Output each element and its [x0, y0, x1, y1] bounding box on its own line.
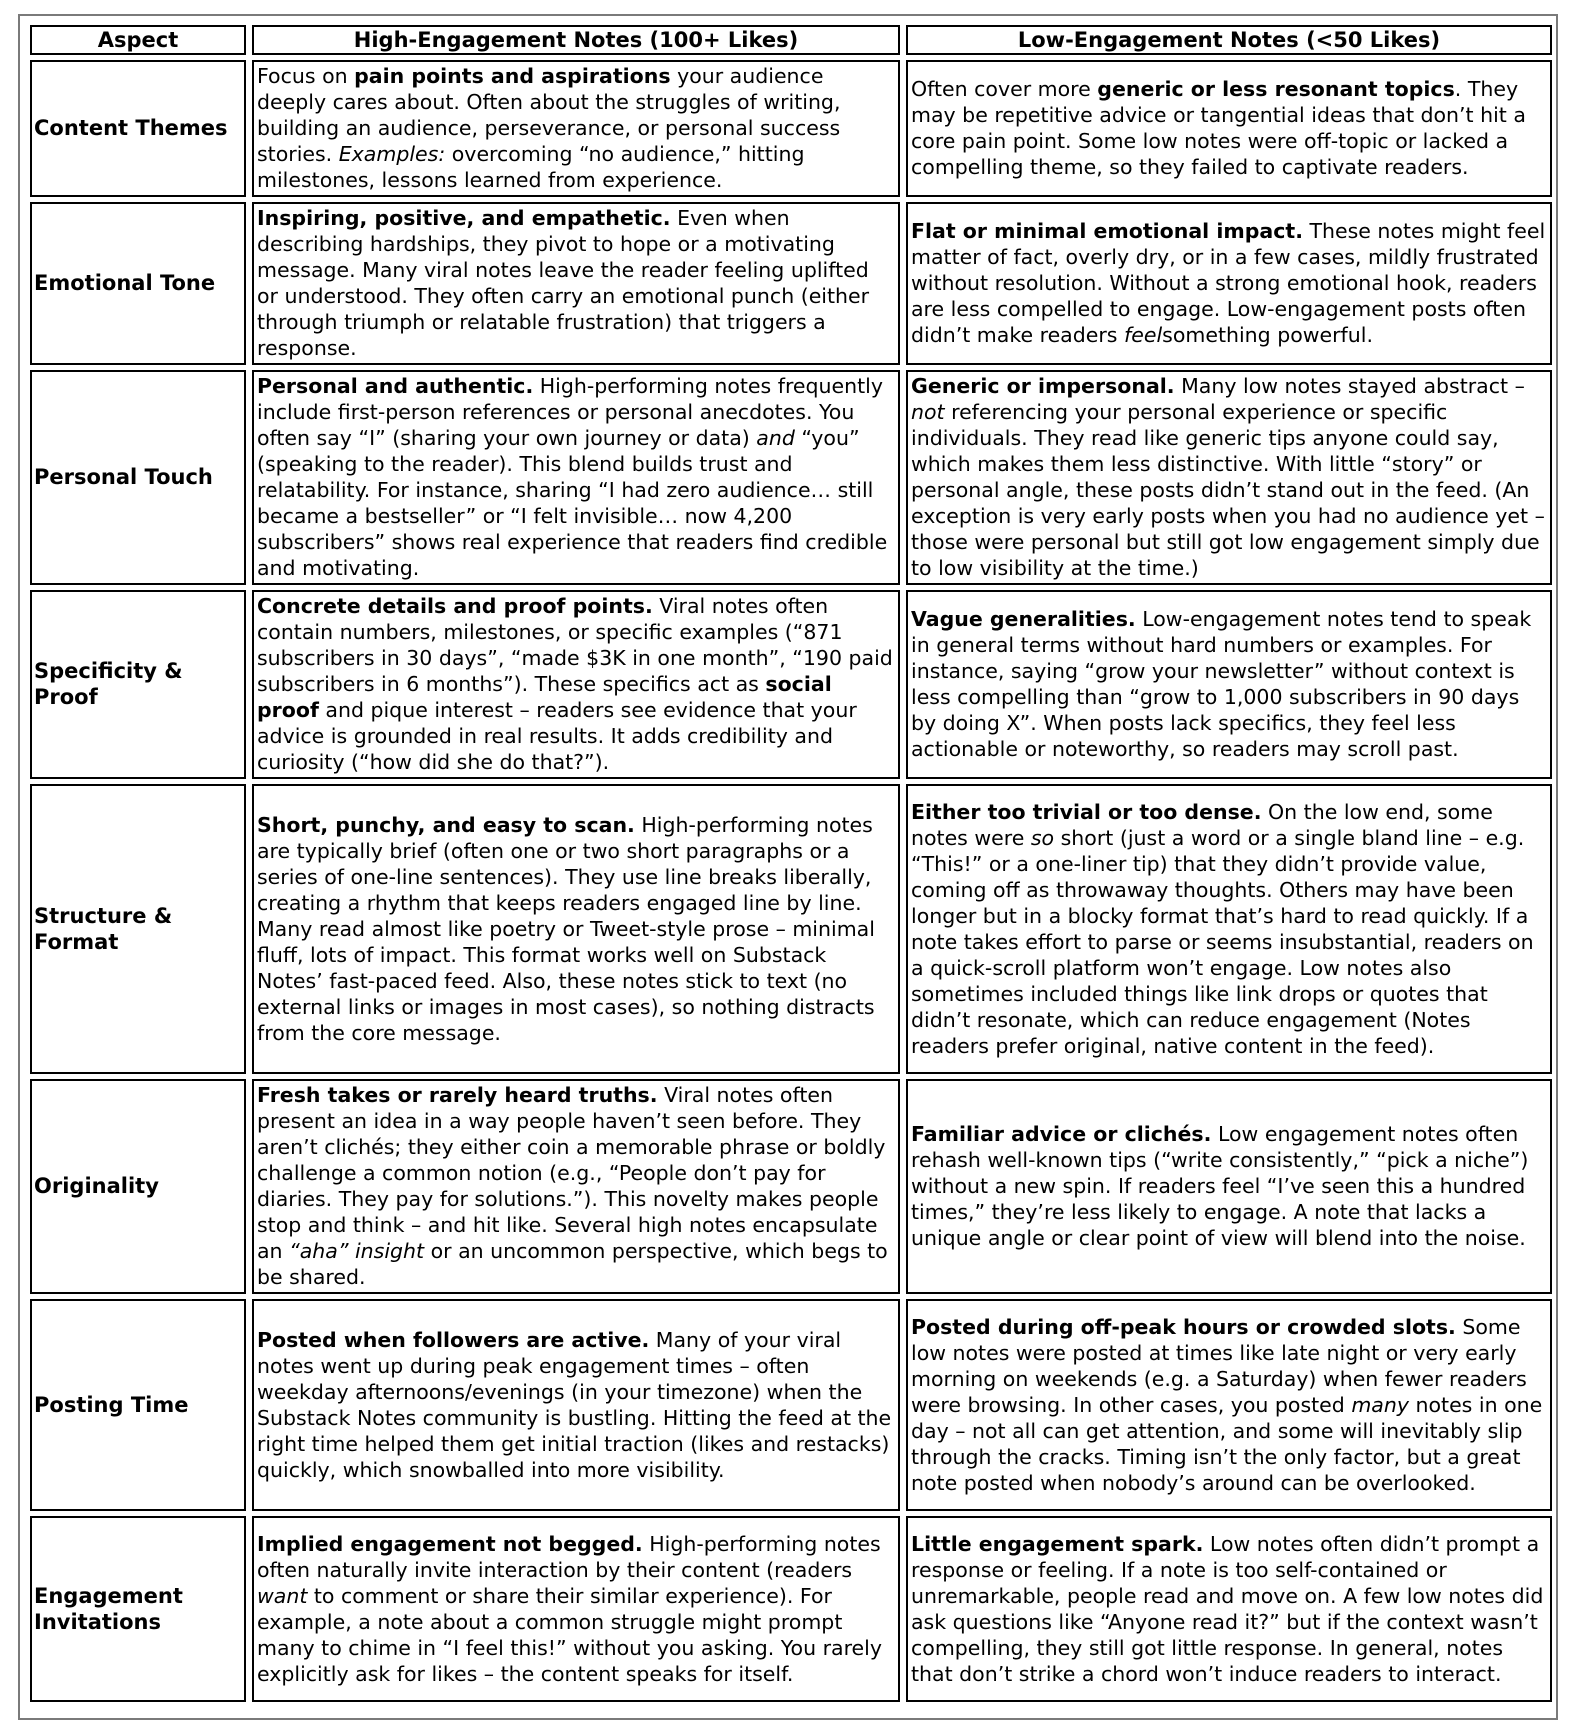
- low-cell: [906, 202, 1552, 365]
- low-cell: [906, 370, 1552, 585]
- bold-text: Either too trivial or too dense.: [911, 799, 1262, 824]
- aspect-cell: Originality: [30, 1079, 246, 1294]
- bold-text: Little engagement spark.: [911, 1531, 1204, 1556]
- italic-text: not: [911, 400, 945, 424]
- bold-text: Personal and authentic.: [257, 374, 534, 398]
- high-cell: [252, 1299, 900, 1511]
- high-cell: [252, 60, 900, 197]
- aspect-cell: Emotional Tone: [30, 202, 246, 365]
- aspect-cell: Engagement Invitations: [30, 1516, 246, 1702]
- text: something powerful.: [1162, 323, 1373, 347]
- text: High-performing notes frequently include first-person references or personal anecdotes. You often say “I” (sharing your own journey or data): [257, 374, 884, 450]
- aspect-cell: Personal Touch: [30, 370, 246, 585]
- text: your audience deeply cares about. Often about the struggles of writing, building an audience, perseverance, or personal success stories.: [257, 64, 841, 166]
- text: On the low end, some notes were: [911, 799, 1493, 850]
- table-row: [30, 1299, 1552, 1511]
- bold-text: Inspiring, positive, and empathetic.: [257, 206, 671, 230]
- low-cell: [906, 60, 1552, 197]
- text: referencing your personal experience or specific individuals. They read like generic tips anyone could say, which makes them less distinctive. With little “story” or personal angle, these posts didn’t stand out in the feed. (An exception is very early posts when you had no audience yet – those were personal but still got low engagement simply due to low visibility at the time.): [911, 400, 1545, 580]
- header-row: [30, 25, 1552, 55]
- table-row: [30, 60, 1552, 197]
- text: overcoming “no audience,” hitting milestones, lessons learned from experience.: [257, 142, 805, 192]
- text: short (just a word or a single bland line – e.g. “This!” or a one-liner tip) that they didn’t provide value, coming off as throwaway thoughts. Others may have been longer but in a blocky format that’s hard to read quickly. If a note takes effort to parse or seems insubstantial, readers on a quick-scroll platform won’t engage. Low notes also sometimes included things like link drops or quotes that didn’t resonate, which can reduce engagement (Notes readers prefer original, native content in the feed).: [911, 825, 1534, 1058]
- bold-text: social proof: [257, 672, 832, 722]
- bold-text: Posted during off-peak hours or crowded slots.: [911, 1314, 1456, 1339]
- text: notes in one day – not all can get attention, and some will inevitably slip through the cracks. Timing isn’t the only factor, but a great note posted when nobody’s around can be overlooked.: [911, 1392, 1543, 1495]
- italic-text: and: [756, 426, 795, 450]
- italic-text: Examples:: [338, 142, 446, 166]
- text: Low engagement notes often rehash well-known tips (“write consistently,” “pick a niche”) without a new spin. If readers feel “I’ve seen this a hundred times,” they’re less likely to engage. A note that lacks a unique angle or clear point of view will blend into the noise.: [911, 1122, 1529, 1250]
- low-cell: [906, 784, 1552, 1074]
- table-row: [30, 1516, 1552, 1702]
- bold-text: pain points and aspirations: [354, 64, 671, 88]
- bold-text: Implied engagement not begged.: [257, 1531, 643, 1556]
- text: Even when describing hardships, they pivot to hope or a motivating message. Many viral notes leave the reader feeling uplifted or understood. They often carry an emotional punch (either through triumph or relatable frustration) that triggers a response.: [257, 206, 870, 360]
- text: High-performing notes often naturally invite interaction by their content (readers: [257, 1531, 881, 1582]
- high-cell: [252, 202, 900, 365]
- bold-text: Familiar advice or clichés.: [911, 1122, 1212, 1146]
- text: Low-engagement notes tend to speak in general terms without hard numbers or examples. For instance, saying “grow your newsletter” without context is less compelling than “grow to 1,000 subscribers in 90 days by doing X”. When posts lack specifics, they feel less actionable or noteworthy, so readers may scroll past.: [911, 607, 1532, 761]
- bold-text: Posted when followers are active.: [257, 1327, 650, 1352]
- bold-text: Generic or impersonal.: [911, 374, 1175, 398]
- text: Some low notes were posted at times like late night or very early morning on weekends (e.g. a Saturday) when fewer readers were browsing. In other cases, you posted: [911, 1314, 1527, 1417]
- bold-text: Flat or minimal emotional impact.: [911, 219, 1303, 243]
- table-row: [30, 590, 1552, 779]
- table-row: [30, 202, 1552, 365]
- text: Often cover more: [911, 77, 1098, 101]
- header-low-engagement: Low-Engagement Notes (<50 Likes): [906, 25, 1552, 55]
- high-cell: [252, 784, 900, 1074]
- text: Many low notes stayed abstract –: [1174, 374, 1525, 398]
- table-row: [30, 784, 1552, 1074]
- low-cell: [906, 1079, 1552, 1294]
- aspect-cell: Specificity & Proof: [30, 590, 246, 779]
- low-cell: [906, 1299, 1552, 1511]
- italic-text: feel: [1124, 323, 1163, 347]
- text: to comment or share their similar experience). For example, a note about a common struggle might prompt many to chime in “I feel this!” without you asking. You rarely explicitly ask for likes – the content speaks for itself.: [257, 1583, 882, 1686]
- italic-text: many: [1351, 1392, 1409, 1417]
- low-cell: [906, 1516, 1552, 1702]
- bold-text: Vague generalities.: [911, 607, 1136, 631]
- text: Focus on: [257, 64, 355, 88]
- header-aspect: Aspect: [30, 25, 246, 55]
- aspect-cell: Content Themes: [30, 60, 246, 197]
- italic-text: so: [1030, 825, 1055, 850]
- table-row: [30, 1079, 1552, 1294]
- aspect-cell: Posting Time: [30, 1299, 246, 1511]
- text: and pique interest – readers see evidence that your advice is grounded in real results. It adds credibility and curiosity (“how did she do that?”).: [257, 698, 857, 774]
- low-cell: [906, 590, 1552, 779]
- text: or an uncommon perspective, which begs to be shared.: [257, 1239, 888, 1289]
- text: High-performing notes are typically brief (often one or two short paragraphs or a series of one-line sentences). They use line breaks liberally, creating a rhythm that keeps readers engaged line by line. Many read almost like poetry or Tweet-style prose – minimal fluff, lots of impact. This format works well on Substack Notes’ fast-paced feed. Also, these notes stick to text (no external links or images in most cases), so nothing distracts from the core message.: [257, 812, 875, 1045]
- text: Low notes often didn’t prompt a response or feeling. If a note is too self-contained or unremarkable, people read and move on. A few low notes did ask questions like “Anyone read it?” but if the context wasn’t compelling, they still got little response. In general, notes that don’t strike a chord won’t induce readers to interact.: [911, 1531, 1544, 1686]
- aspect-cell: Structure & Format: [30, 784, 246, 1074]
- italic-text: “aha” insight: [289, 1239, 425, 1263]
- table-row: [30, 370, 1552, 585]
- text: Viral notes often present an idea in a way people haven’t seen before. They aren’t clichés; they either coin a memorable phrase or boldly challenge a common notion (e.g., “People don’t pay for diaries. They pay for solutions.”). This novelty makes people stop and think – and hit like. Several high notes encapsulate an: [257, 1083, 886, 1263]
- bold-text: Short, punchy, and easy to scan.: [257, 812, 635, 837]
- italic-text: want: [257, 1583, 308, 1608]
- bold-text: generic or less resonant topics: [1097, 77, 1455, 101]
- high-cell: [252, 1079, 900, 1294]
- text: Viral notes often contain numbers, milestones, or specific examples (“871 subscribers in 30 days”, “made $3K in one month”, “190 paid subscribers in 6 months”). These specifics act as: [257, 594, 893, 696]
- comparison-table: [24, 20, 1558, 1707]
- header-high-engagement: High-Engagement Notes (100+ Likes): [252, 25, 900, 55]
- text: “you” (speaking to the reader). This blend builds trust and relatability. For instance, sharing “I had zero audience… still became a bestseller” or “I felt invisible… now 4,200 subscribers” shows real experience that readers find credible and motivating.: [257, 426, 888, 580]
- text: These notes might feel matter of fact, overly dry, or in a few cases, mildly frustrated without resolution. Without a strong emotional hook, readers are less compelled to engage. Low-engagement posts often didn’t make readers: [911, 219, 1546, 347]
- text: Many of your viral notes went up during peak engagement times – often weekday afternoons/evenings (in your timezone) when the Substack Notes community is bustling. Hitting the feed at the right time helped them get initial traction (likes and restacks) quickly, which snowballed into more visibility.: [257, 1327, 892, 1482]
- bold-text: Fresh takes or rarely heard truths.: [257, 1083, 658, 1107]
- text: . They may be repetitive advice or tangential ideas that don’t hit a core pain point. Some low notes were off-topic or lacked a compelling theme, so they failed to captivate readers.: [911, 77, 1526, 179]
- high-cell: [252, 1516, 900, 1702]
- high-cell: [252, 590, 900, 779]
- high-cell: [252, 370, 900, 585]
- bold-text: Concrete details and proof points.: [257, 594, 653, 618]
